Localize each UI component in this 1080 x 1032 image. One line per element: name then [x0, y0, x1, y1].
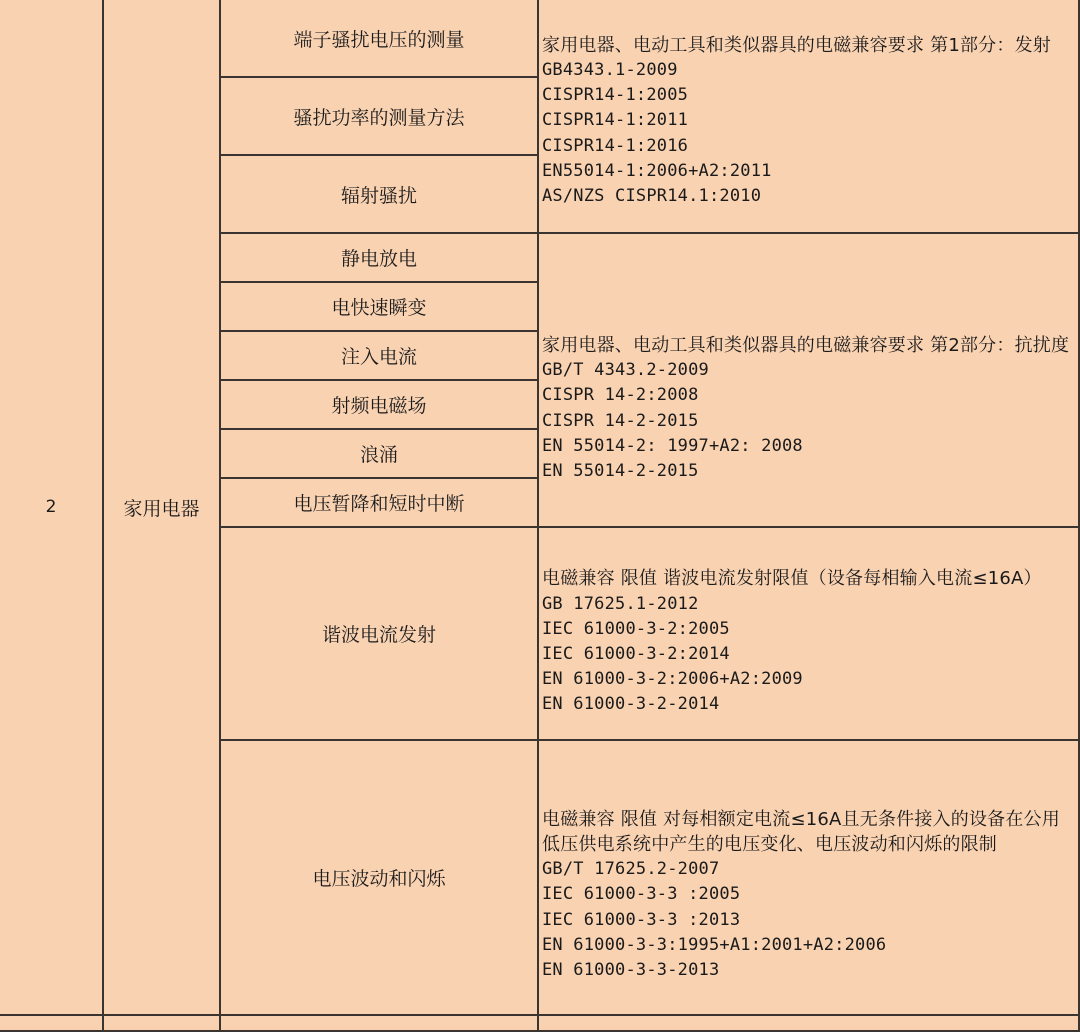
- test-item: 辐射骚扰: [220, 155, 538, 233]
- empty-cell: [220, 1015, 538, 1031]
- standard-code: IEC 61000-3-2:2005: [542, 618, 730, 639]
- table-row: [0, 1015, 1079, 1031]
- standard-block: [539, 23, 1078, 209]
- test-item: 电压波动和闪烁: [220, 740, 538, 1015]
- standard-code: IEC 61000-3-3 :2005: [542, 884, 741, 905]
- standard-code: CISPR14-1:2011: [542, 110, 689, 131]
- standard-code: EN 61000-3-3:1995+A1:2001+A2:2006: [542, 934, 887, 955]
- standard-block: [539, 772, 1078, 983]
- test-item: 浪涌: [220, 429, 538, 478]
- standard-cell: [538, 740, 1079, 1015]
- test-item: 静电放电: [220, 233, 538, 282]
- test-item: 电压暂降和短时中断: [220, 478, 538, 527]
- standard-block: [539, 276, 1078, 484]
- test-item: 骚扰功率的测量方法: [220, 77, 538, 155]
- test-item: 电快速瞬变: [220, 282, 538, 331]
- test-item: 谐波电流发射: [220, 527, 538, 740]
- standard-code: EN 55014-2-2015: [542, 460, 699, 481]
- standard-cell: [538, 0, 1079, 233]
- empty-cell: [0, 1015, 103, 1031]
- standard-code: GB/T 4343.2-2009: [542, 360, 709, 381]
- row-number: 2: [0, 0, 103, 1015]
- standard-title: 电磁兼容 限值 对每相额定电流≤16A且无条件接入的设备在公用低压供电系统中产生的电压变化、电压波动和闪烁的限制: [542, 808, 1060, 855]
- standard-cell: [538, 527, 1079, 740]
- standard-code: GB4343.1-2009: [542, 59, 678, 80]
- empty-cell: [103, 1015, 220, 1031]
- standard-code: IEC 61000-3-3 :2013: [542, 909, 741, 930]
- test-item: 射频电磁场: [220, 380, 538, 429]
- standard-title: 家用电器、电动工具和类似器具的电磁兼容要求 第2部分：抗扰度: [542, 334, 1070, 356]
- standard-code: EN 61000-3-2:2006+A2:2009: [542, 669, 803, 690]
- standard-code: EN 61000-3-3-2013: [542, 960, 720, 980]
- standard-code: GB/T 17625.2-2007: [542, 859, 720, 880]
- standard-title: 家用电器、电动工具和类似器具的电磁兼容要求 第1部分：发射: [542, 34, 1051, 56]
- standard-code: EN 61000-3-2-2014: [542, 694, 720, 715]
- standard-code: CISPR14-1:2016: [542, 135, 689, 156]
- standard-code: CISPR 14-2-2015: [542, 410, 699, 431]
- test-item: 端子骚扰电压的测量: [220, 0, 538, 77]
- standard-code: CISPR14-1:2005: [542, 85, 689, 106]
- standard-cell: [538, 233, 1079, 527]
- standard-code: GB 17625.1-2012: [542, 593, 699, 614]
- standard-title: 电磁兼容 限值 谐波电流发射限值（设备每相输入电流≤16A）: [542, 568, 1042, 590]
- standard-block: [539, 549, 1078, 717]
- standard-code: EN 55014-2: 1997+A2: 2008: [542, 435, 803, 456]
- standard-code: AS/NZS CISPR14.1:2010: [542, 186, 762, 206]
- test-item: 注入电流: [220, 331, 538, 380]
- table-row: [0, 0, 1079, 77]
- product-category: 家用电器: [103, 0, 220, 1015]
- standard-code: IEC 61000-3-2:2014: [542, 644, 730, 664]
- standard-code: EN55014-1:2006+A2:2011: [542, 160, 772, 181]
- standard-code: CISPR 14-2:2008: [542, 385, 699, 406]
- empty-cell: [538, 1015, 1079, 1031]
